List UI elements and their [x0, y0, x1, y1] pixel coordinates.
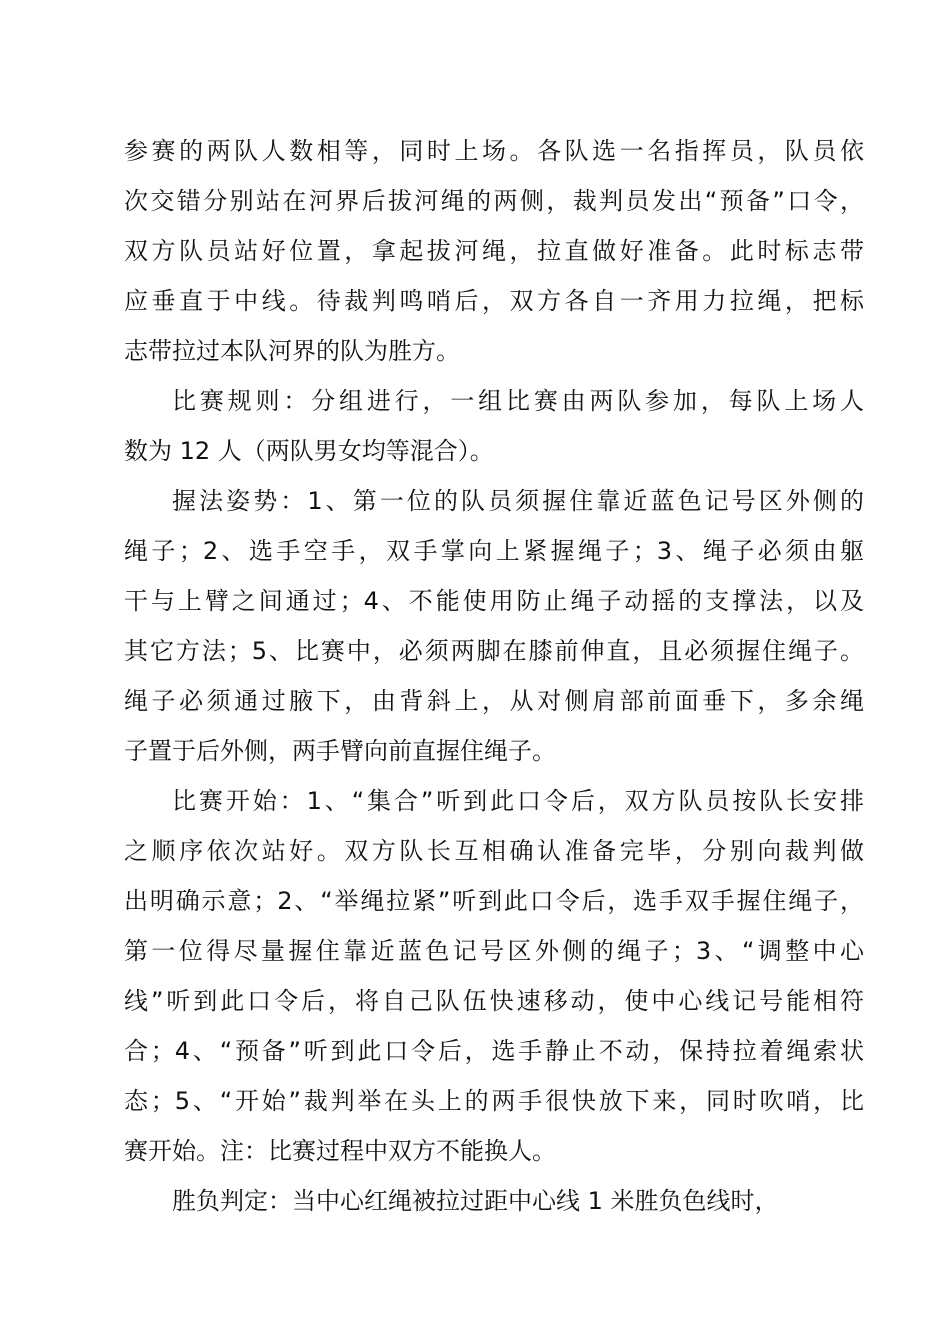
text-line: 其它方法；5、比赛中，必须两脚在膝前伸直，且必须握住绳子。: [124, 637, 864, 665]
document-body: [124, 126, 864, 1226]
text-line: 之顺序依次站好。双方队长互相确认准备完毕，分别向裁判做: [124, 837, 864, 865]
text-line: 志带拉过本队河界的队为胜方。: [124, 337, 460, 365]
text-line: 应垂直于中线。待裁判鸣哨后，双方各自一齐用力拉绳，把标: [124, 287, 864, 315]
text-line: 次交错分别站在河界后拔河绳的两侧，裁判员发出“预备”口令，: [124, 187, 864, 215]
text-line: 出明确示意；2、“举绳拉紧”听到此口令后，选手双手握住绳子，: [124, 887, 864, 915]
paragraph-intro: [124, 126, 864, 376]
paragraph-rules: [124, 376, 864, 476]
text-line: 合；4、“预备”听到此口令后，选手静止不动，保持拉着绳索状: [124, 1037, 864, 1065]
text-line: 态；5、“开始”裁判举在头上的两手很快放下来，同时吹哨，比: [124, 1087, 864, 1115]
text-line: 比赛规则：分组进行，一组比赛由两队参加，每队上场人: [172, 387, 864, 415]
text-line: 绳子；2、选手空手，双手掌向上紧握绳子；3、绳子必须由躯: [124, 537, 864, 565]
text-line: 绳子必须通过腋下，由背斜上，从对侧肩部前面垂下，多余绳: [124, 687, 864, 715]
text-line: 比赛开始：1、“集合”听到此口令后，双方队员按队长安排: [172, 787, 864, 815]
paragraph-start: [124, 776, 864, 1176]
paragraph-grip: [124, 476, 864, 776]
text-line: 数为 12 人（两队男女均等混合）。: [124, 437, 494, 465]
text-line: 子置于后外侧，两手臂向前直握住绳子。: [124, 737, 556, 765]
text-line: 参赛的两队人数相等，同时上场。各队选一名指挥员，队员依: [124, 137, 864, 165]
text-line: 干与上臂之间通过；4、不能使用防止绳子动摇的支撑法，以及: [124, 587, 864, 615]
text-line: 赛开始。注：比赛过程中双方不能换人。: [124, 1137, 556, 1165]
paragraph-judgement: [124, 1176, 864, 1226]
text-line: 线”听到此口令后，将自己队伍快速移动，使中心线记号能相符: [124, 987, 864, 1015]
text-line: 胜负判定：当中心红绳被拉过距中心线 1 米胜负色线时，: [172, 1187, 779, 1215]
text-line: 双方队员站好位置，拿起拔河绳，拉直做好准备。此时标志带: [124, 237, 864, 265]
text-line: 握法姿势：1、第一位的队员须握住靠近蓝色记号区外侧的: [172, 487, 864, 515]
text-line: 第一位得尽量握住靠近蓝色记号区外侧的绳子；3、“调整中心: [124, 937, 864, 965]
